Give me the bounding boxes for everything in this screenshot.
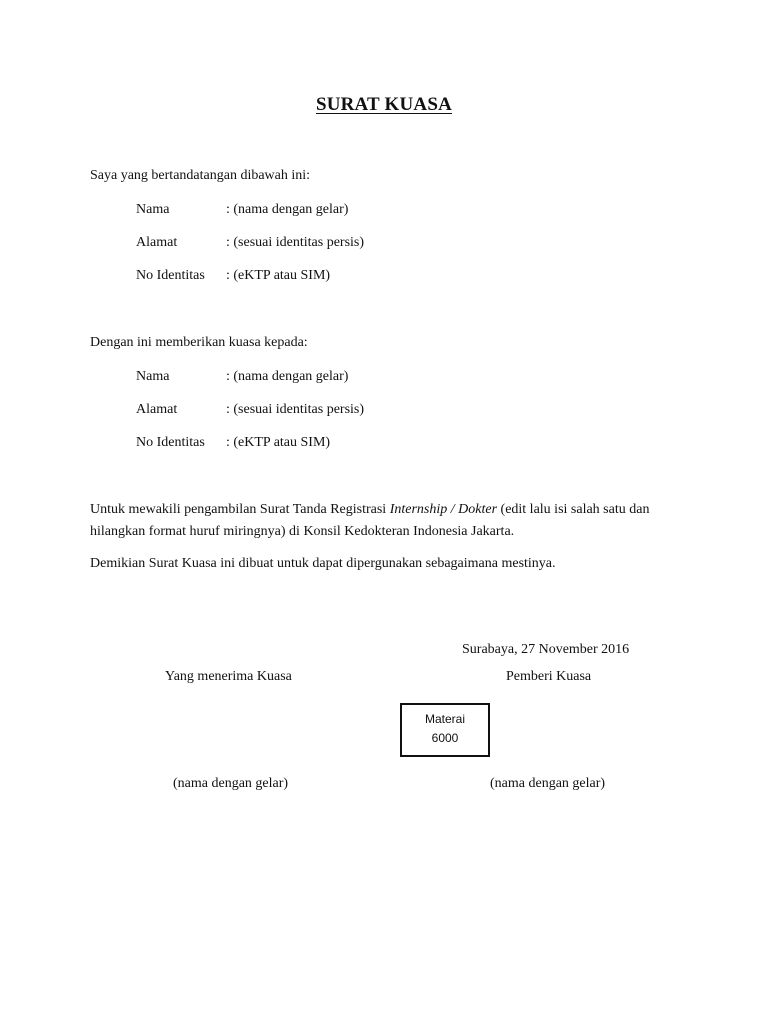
section1-address-label: Alamat [136,235,178,250]
section2-intro: Dengan ini memberikan kuasa kepada: [90,335,308,350]
purpose-text-italic: Internship / Dokter [389,502,498,517]
receiver-heading: Yang menerima Kuasa [165,669,292,684]
closing-statement: Demikian Surat Kuasa ini dibuat untuk dapat dipergunakan sebagaimana mestinya. [90,556,556,571]
section1-name-value: : (nama dengan gelar) [226,202,349,217]
materai-value: 6000 [431,731,459,745]
section1-name-label: Nama [136,202,170,217]
section2-address-label: Alamat [136,402,178,417]
materai-stamp-box [400,703,490,757]
section2-name-value: : (nama dengan gelar) [226,369,349,384]
section1-intro: Saya yang bertandatangan dibawah ini: [90,168,311,183]
section1-address-value: : (sesuai identitas persis) [226,235,365,250]
section2-id-value: : (eKTP atau SIM) [226,435,331,450]
giver-heading: Pemberi Kuasa [506,669,592,684]
purpose-text-before: Untuk mewakili pengambilan Surat Tanda Registrasi [90,502,390,517]
section1-id-label: No Identitas [136,268,205,283]
section2-address-value: : (sesuai identitas persis) [226,402,365,417]
materai-label: Materai [424,712,465,726]
section2-id-label: No Identitas [136,435,205,450]
section2-name-label: Nama [136,369,170,384]
giver-name: (nama dengan gelar) [490,776,606,791]
purpose-paragraph [90,499,690,542]
place-date: Surabaya, 27 November 2016 [462,642,630,657]
document-title: SURAT KUASA [315,94,453,115]
purpose-text-after: (edit lalu isi salah satu dan hilangkan format huruf miringnya) di Konsil Kedokteran Indonesia Jakarta. [90,502,650,539]
receiver-name: (nama dengan gelar) [173,776,289,791]
section1-id-value: : (eKTP atau SIM) [226,268,331,283]
